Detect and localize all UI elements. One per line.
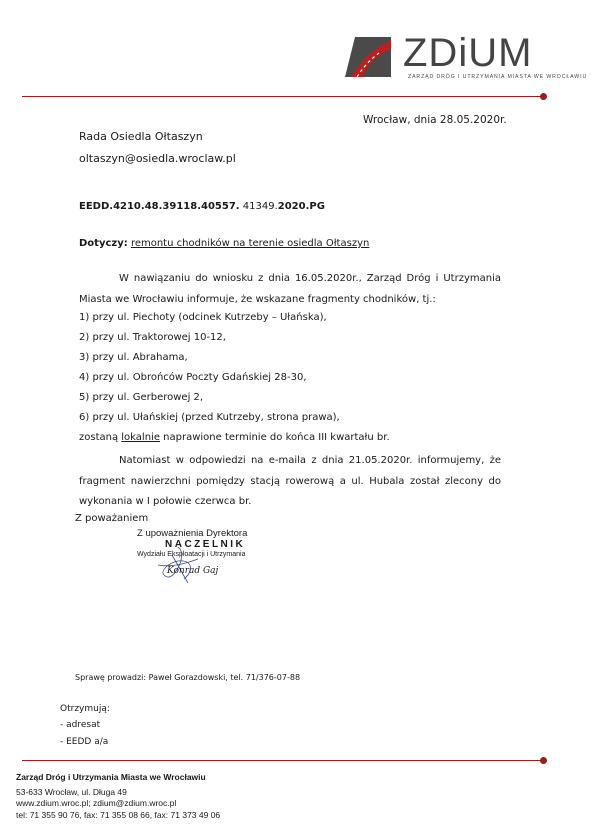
subject-line bbox=[79, 237, 369, 251]
footer-phones: tel: 71 355 90 76, fax: 71 355 08 66, fax: 71 373 49 06 bbox=[16, 810, 221, 820]
footer-rule bbox=[22, 760, 544, 761]
stamp-name: Konrad Gaj bbox=[167, 566, 219, 576]
header-rule bbox=[22, 96, 544, 97]
stamp-line-2: NACZELNIK bbox=[165, 539, 246, 550]
body-second-text: Natomiast w odpowiedzi na e-maila z dnia 21.05.2020r. informujemy, że fragment nawierzchni pomiędzy stacją rowerową a ul. Hubala został zlecony do wykonania w I połowie czerwca br. bbox=[79, 455, 501, 507]
recipient-email: oltaszyn@osiedla.wroclaw.pl bbox=[79, 152, 236, 165]
subject-label: Dotyczy: bbox=[79, 238, 128, 249]
repair-post: naprawione terminie do końca III kwartału br. bbox=[159, 432, 390, 443]
list-item: 6) przy ul. Ułańskiej (przed Kutrzeby, strona prawa), bbox=[79, 412, 340, 423]
reference-part3: 2020.PG bbox=[277, 201, 325, 212]
reference-part2: 41349. bbox=[239, 201, 278, 212]
recipient-name: Rada Osiedla Ołtaszyn bbox=[79, 130, 203, 143]
recipients-item: - EEDD a/a bbox=[60, 737, 109, 747]
footer-rule-dot bbox=[540, 757, 547, 764]
recipients-item: - adresat bbox=[60, 720, 101, 730]
body-second bbox=[79, 451, 501, 513]
list-item: 5) przy ul. Gerberowej 2, bbox=[79, 392, 204, 403]
handled-by: Sprawę prowadzi: Paweł Gorazdowski, tel. 71/376-07-88 bbox=[75, 673, 301, 682]
road-logo-icon bbox=[345, 37, 391, 77]
signature bbox=[138, 545, 218, 585]
header-rule-dot bbox=[540, 93, 547, 100]
reference-number bbox=[79, 200, 325, 214]
place-date: Wrocław, dnia 28.05.2020r. bbox=[363, 114, 507, 126]
list-item: 1) przy ul. Piechoty (odcinek Kutrzeby – Ułańska), bbox=[79, 312, 327, 323]
list-item: 3) przy ul. Abrahama, bbox=[79, 352, 188, 363]
stamp-line-1: Z upoważnienia Dyrektora bbox=[137, 528, 248, 539]
footer-web: www.zdium.wroc.pl; zdium@zdium.wroc.pl bbox=[16, 798, 177, 808]
body-intro bbox=[79, 269, 501, 310]
body-intro-text: W nawiązaniu do wniosku z dnia 16.05.2020r., Zarząd Dróg i Utrzymania Miasta we Wrocławiu informuje, że wskazane fragmenty chodników, tj.: bbox=[79, 273, 501, 305]
repair-sentence bbox=[79, 431, 390, 445]
footer-address: 53-633 Wrocław, ul. Długa 49 bbox=[16, 787, 127, 797]
repair-pre: zostaną bbox=[79, 432, 122, 443]
list-item: 2) przy ul. Traktorowej 10-12, bbox=[79, 332, 226, 343]
recipients-label: Otrzymują: bbox=[60, 704, 110, 714]
list-item: 4) przy ul. Obrońców Poczty Gdańskiej 28-30, bbox=[79, 372, 307, 383]
subject-text: remontu chodników na terenie osiedla Ołtaszyn bbox=[130, 238, 370, 249]
logo-brand: ZDiUM bbox=[403, 31, 533, 75]
repair-underlined: lokalnie bbox=[121, 432, 160, 443]
stamp-line-3: Wydziału Eksploatacji i Utrzymania bbox=[137, 551, 246, 558]
reference-part1: EEDD.4210.48.39118.40557. bbox=[79, 201, 240, 212]
footer-org: Zarząd Dróg i Utrzymania Miasta we Wrocławiu bbox=[16, 772, 206, 782]
logo-subtitle: ZARZĄD DRÓG I UTRZYMANIA MIASTA WE WROCŁAWIU bbox=[408, 74, 588, 80]
closing-regards: Z poważaniem bbox=[75, 513, 149, 524]
